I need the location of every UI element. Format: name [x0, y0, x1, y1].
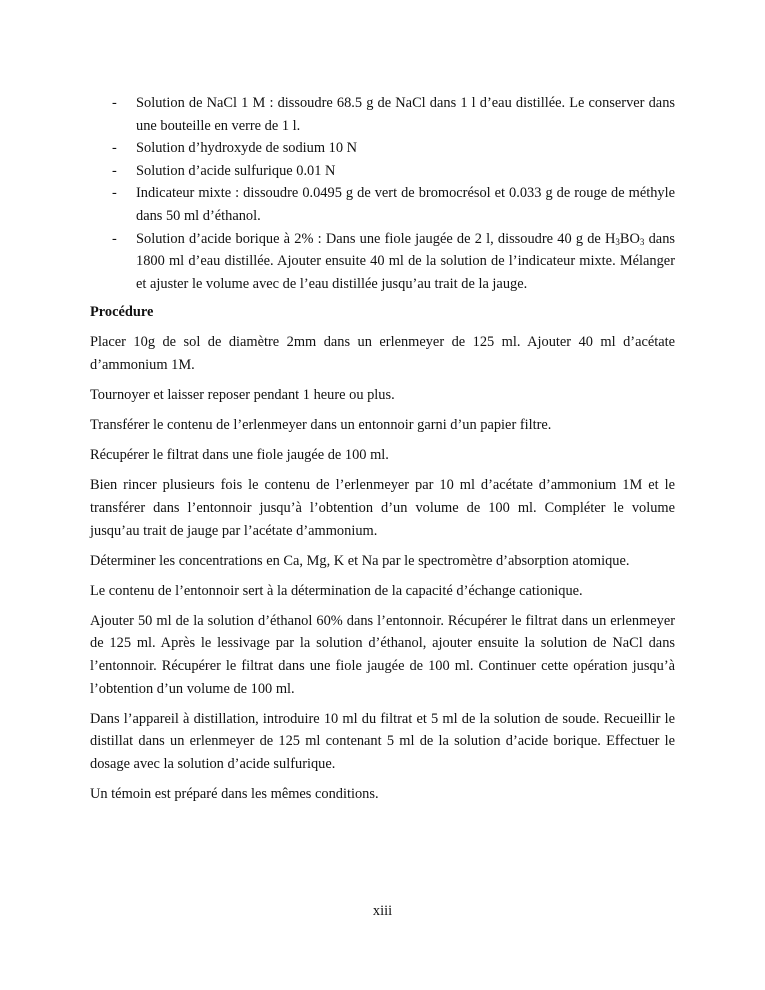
- reagent-list: [90, 92, 675, 295]
- bullet-dash: -: [112, 162, 117, 179]
- reagent-boric-acid: [136, 231, 675, 292]
- bullet-dash: -: [112, 230, 117, 247]
- procedure-heading: Procédure: [90, 304, 154, 321]
- paragraph: Ajouter 50 ml de la solution d’éthanol 60% dans l’entonnoir. Récupérer le filtrat dans un erlenmeyer de 125 ml. Après le lessivage par la solution d’éthanol, ajouter ensuite la solution de NaCl dans l’entonnoir. Récupérer le filtrat dans une fiole jaugée de 100 ml. Continuer cette opération jusqu’à l’obtention d’un volume de 100 ml.: [90, 612, 675, 697]
- reagent-naoh: Solution d’hydroxyde de sodium 10 N: [136, 140, 358, 157]
- paragraph: Récupérer le filtrat dans une fiole jaugée de 100 ml.: [90, 447, 389, 464]
- list-item: [90, 182, 675, 227]
- boric-text-after: dans 1800 ml d’eau distillée. Ajouter ensuite 40 ml de la solution de l’indicateur mixte. Mélanger et ajuster le volume avec de l’eau distillée jusqu’au trait de la jauge.: [136, 230, 675, 292]
- list-item: [90, 137, 675, 160]
- bullet-dash: -: [112, 95, 117, 111]
- boric-subscript-bo: 3: [639, 236, 645, 247]
- page-number: xiii: [372, 903, 393, 919]
- boric-text-mid: BO: [619, 230, 640, 247]
- paragraph: Transférer le contenu de l’erlenmeyer dans un entonnoir garni d’un papier filtre.: [90, 417, 552, 434]
- reagent-nacl: Solution de NaCl 1 M : dissoudre 68.5 g de NaCl dans 1 l d’eau distillée. Le conserver dans une bouteille en verre de 1 l.: [136, 95, 675, 134]
- page-content: [90, 92, 675, 806]
- paragraph: Dans l’appareil à distillation, introduire 10 ml du filtrat et 5 ml de la solution de soude. Recueillir le distillat dans un erlenmeyer de 125 ml contenant 5 ml de la solution d’acide borique. Effectuer le dosage avec la solution d’acide sulfurique.: [90, 710, 675, 772]
- paragraph: Tournoyer et laisser reposer pendant 1 heure ou plus.: [90, 387, 395, 404]
- paragraph: Placer 10g de sol de diamètre 2mm dans un erlenmeyer de 125 ml. Ajouter 40 ml d’acétate d’ammonium 1M.: [90, 334, 675, 374]
- list-item: [90, 160, 675, 183]
- list-item: [90, 228, 675, 296]
- paragraph: Bien rincer plusieurs fois le contenu de l’erlenmeyer par 10 ml d’acétate d’ammonium 1M et le transférer dans l’entonnoir jusqu’à l’obtention d’un volume de 100 ml. Compléter le volume jusqu’au trait de jauge par l’acétate d’ammonium.: [90, 477, 675, 539]
- reagent-indicator: Indicateur mixte : dissoudre 0.0495 g de vert de bromocrésol et 0.033 g de rouge de méthyle dans 50 ml d’éthanol.: [136, 185, 675, 224]
- paragraph: Déterminer les concentrations en Ca, Mg, K et Na par le spectromètre d’absorption atomique.: [90, 552, 630, 569]
- bullet-dash: -: [112, 140, 117, 157]
- list-item: [90, 92, 675, 137]
- paragraph: Un témoin est préparé dans les mêmes conditions.: [90, 786, 379, 803]
- boric-subscript-h: 3: [615, 236, 620, 247]
- paragraph: Le contenu de l’entonnoir sert à la détermination de la capacité d’échange cationique.: [90, 582, 583, 599]
- boric-text-before: Solution d’acide borique à 2% : Dans une fiole jaugée de 2 l, dissoudre 40 g de H: [136, 230, 616, 247]
- reagent-h2so4: Solution d’acide sulfurique 0.01 N: [136, 162, 336, 179]
- bullet-dash: -: [112, 185, 117, 202]
